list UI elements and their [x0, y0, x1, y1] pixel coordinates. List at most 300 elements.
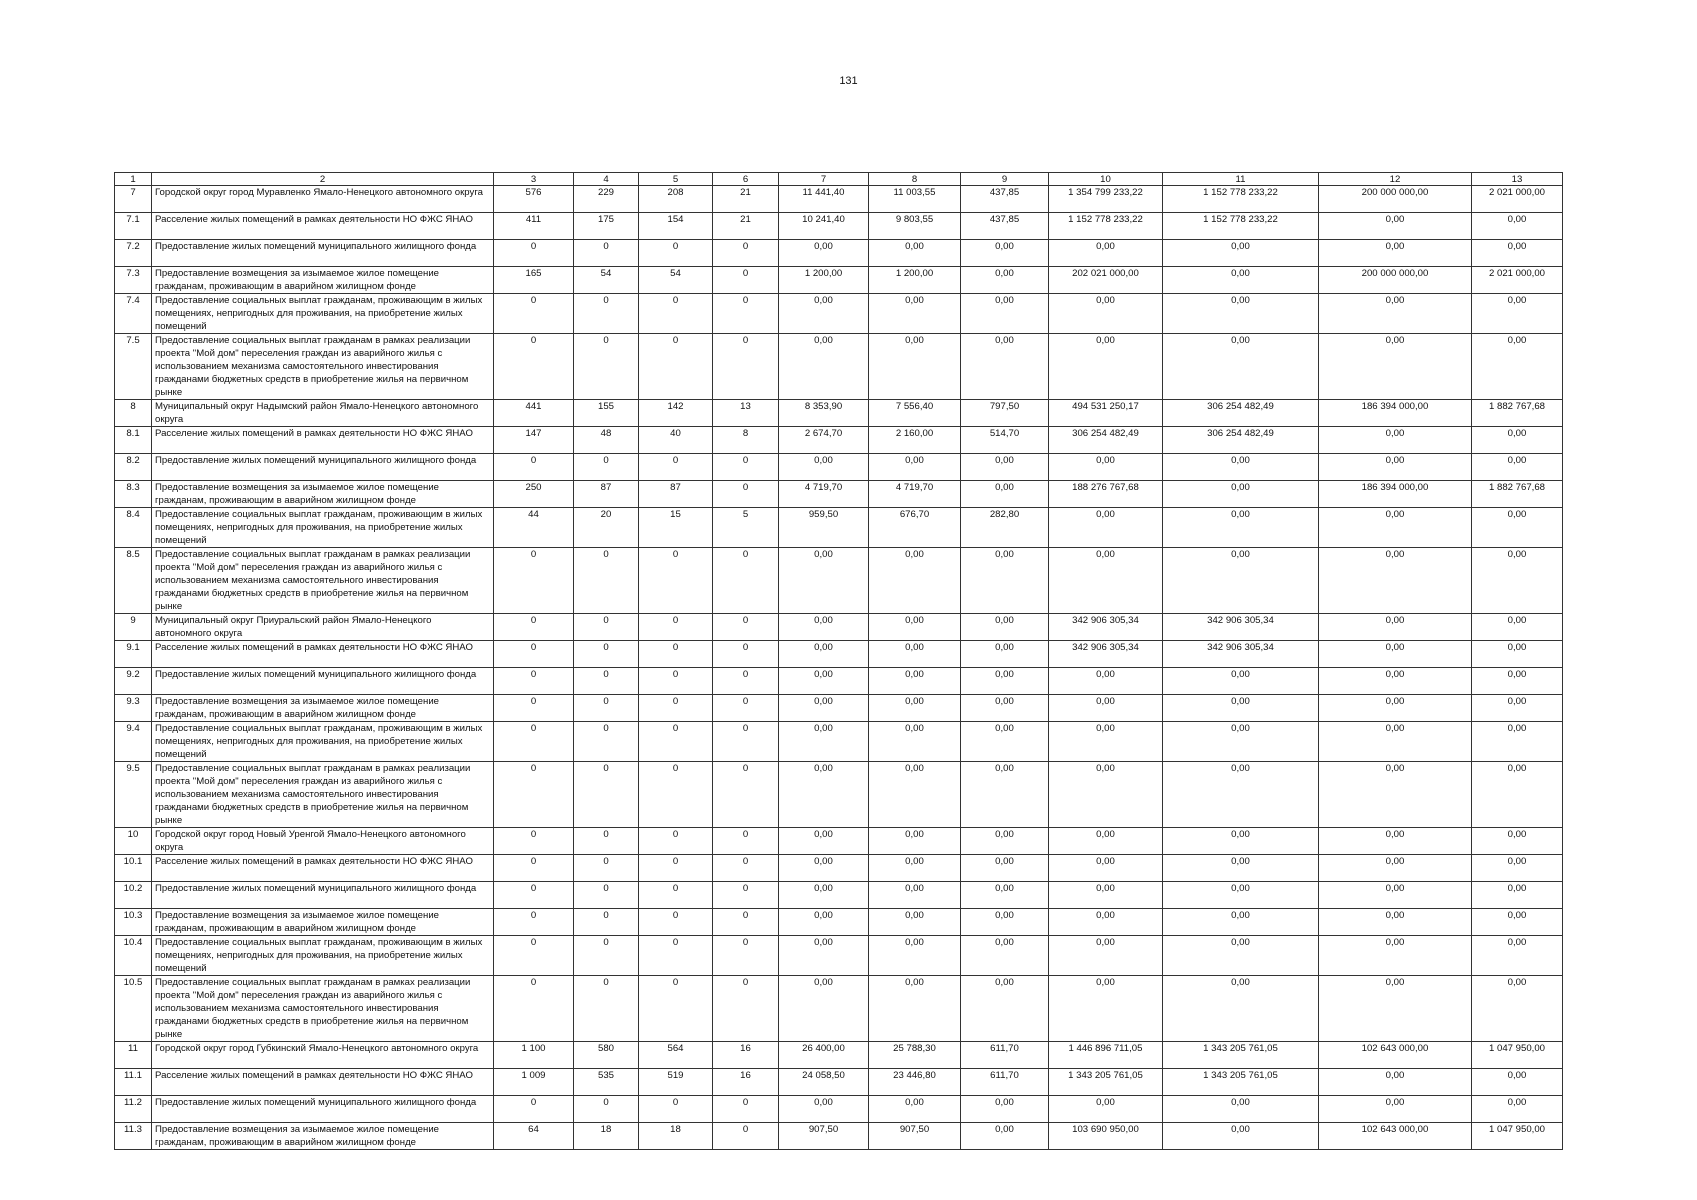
row-value-col-11: 0,00 — [1163, 240, 1319, 267]
row-index: 8.5 — [115, 548, 152, 614]
row-value-col-5: 15 — [639, 508, 713, 548]
row-value-col-3: 0 — [494, 614, 574, 641]
row-description: Расселение жилых помещений в рамках деятельности НО ФЖС ЯНАО — [152, 641, 494, 668]
row-value-col-3: 0 — [494, 695, 574, 722]
row-value-col-13: 0,00 — [1472, 641, 1563, 668]
table-row — [115, 186, 1563, 213]
row-value-col-10: 306 254 482,49 — [1049, 427, 1163, 454]
row-value-col-13: 1 047 950,00 — [1472, 1042, 1563, 1069]
row-value-col-7: 24 058,50 — [779, 1069, 869, 1096]
row-description: Предоставление жилых помещений муниципального жилищного фонда — [152, 1096, 494, 1123]
row-description: Расселение жилых помещений в рамках деятельности НО ФЖС ЯНАО — [152, 213, 494, 240]
row-index: 8 — [115, 400, 152, 427]
row-value-col-11: 306 254 482,49 — [1163, 427, 1319, 454]
table-row — [115, 668, 1563, 695]
row-value-col-11: 0,00 — [1163, 722, 1319, 762]
row-index: 10.5 — [115, 976, 152, 1042]
table-row — [115, 855, 1563, 882]
row-value-col-10: 0,00 — [1049, 882, 1163, 909]
row-value-col-7: 0,00 — [779, 334, 869, 400]
row-index: 8.4 — [115, 508, 152, 548]
row-value-col-11: 0,00 — [1163, 267, 1319, 294]
row-value-col-7: 4 719,70 — [779, 481, 869, 508]
row-description: Муниципальный округ Приуральский район Ямало-Ненецкого автономного округа — [152, 614, 494, 641]
row-value-col-7: 0,00 — [779, 641, 869, 668]
row-value-col-8: 0,00 — [869, 454, 961, 481]
row-value-col-13: 0,00 — [1472, 976, 1563, 1042]
row-value-col-6: 0 — [713, 454, 779, 481]
row-index: 9.5 — [115, 762, 152, 828]
row-value-col-9: 611,70 — [961, 1069, 1049, 1096]
row-value-col-7: 0,00 — [779, 855, 869, 882]
row-value-col-12: 0,00 — [1319, 427, 1472, 454]
row-value-col-3: 0 — [494, 641, 574, 668]
row-value-col-8: 0,00 — [869, 334, 961, 400]
row-value-col-8: 907,50 — [869, 1123, 961, 1150]
table-row — [115, 695, 1563, 722]
row-value-col-13: 0,00 — [1472, 508, 1563, 548]
table-row — [115, 267, 1563, 294]
row-value-col-11: 1 152 778 233,22 — [1163, 186, 1319, 213]
row-value-col-5: 208 — [639, 186, 713, 213]
row-value-col-3: 0 — [494, 240, 574, 267]
table-row — [115, 481, 1563, 508]
row-value-col-8: 0,00 — [869, 294, 961, 334]
row-value-col-5: 40 — [639, 427, 713, 454]
row-value-col-6: 0 — [713, 294, 779, 334]
row-value-col-4: 20 — [574, 508, 639, 548]
row-value-col-7: 0,00 — [779, 976, 869, 1042]
row-value-col-5: 18 — [639, 1123, 713, 1150]
row-value-col-6: 0 — [713, 762, 779, 828]
row-value-col-13: 1 882 767,68 — [1472, 481, 1563, 508]
table-row — [115, 240, 1563, 267]
row-value-col-6: 5 — [713, 508, 779, 548]
row-index: 9.2 — [115, 668, 152, 695]
row-value-col-4: 0 — [574, 722, 639, 762]
row-value-col-11: 342 906 305,34 — [1163, 614, 1319, 641]
row-value-col-3: 0 — [494, 294, 574, 334]
row-value-col-9: 0,00 — [961, 909, 1049, 936]
row-description: Расселение жилых помещений в рамках деятельности НО ФЖС ЯНАО — [152, 427, 494, 454]
row-value-col-13: 2 021 000,00 — [1472, 267, 1563, 294]
row-value-col-12: 102 643 000,00 — [1319, 1042, 1472, 1069]
row-value-col-11: 0,00 — [1163, 668, 1319, 695]
row-value-col-13: 0,00 — [1472, 695, 1563, 722]
row-index: 8.1 — [115, 427, 152, 454]
row-value-col-6: 0 — [713, 828, 779, 855]
row-value-col-7: 8 353,90 — [779, 400, 869, 427]
column-number-13: 13 — [1472, 173, 1563, 186]
row-value-col-5: 0 — [639, 882, 713, 909]
row-value-col-5: 0 — [639, 668, 713, 695]
row-value-col-4: 0 — [574, 695, 639, 722]
row-value-col-8: 0,00 — [869, 762, 961, 828]
row-index: 11.1 — [115, 1069, 152, 1096]
row-index: 10.3 — [115, 909, 152, 936]
row-value-col-9: 0,00 — [961, 722, 1049, 762]
row-value-col-8: 23 446,80 — [869, 1069, 961, 1096]
row-value-col-8: 7 556,40 — [869, 400, 961, 427]
row-value-col-6: 0 — [713, 614, 779, 641]
row-value-col-13: 0,00 — [1472, 1096, 1563, 1123]
table-row — [115, 762, 1563, 828]
row-value-col-8: 0,00 — [869, 614, 961, 641]
row-value-col-11: 1 343 205 761,05 — [1163, 1042, 1319, 1069]
row-value-col-12: 0,00 — [1319, 641, 1472, 668]
row-value-col-11: 0,00 — [1163, 762, 1319, 828]
row-description: Предоставление жилых помещений муниципального жилищного фонда — [152, 454, 494, 481]
column-number-4: 4 — [574, 173, 639, 186]
row-value-col-12: 0,00 — [1319, 334, 1472, 400]
row-value-col-9: 0,00 — [961, 267, 1049, 294]
row-value-col-7: 0,00 — [779, 909, 869, 936]
row-value-col-3: 0 — [494, 1096, 574, 1123]
row-value-col-12: 0,00 — [1319, 1069, 1472, 1096]
row-value-col-3: 165 — [494, 267, 574, 294]
row-value-col-4: 0 — [574, 668, 639, 695]
row-index: 9.1 — [115, 641, 152, 668]
table-header-row — [115, 173, 1563, 186]
row-value-col-10: 0,00 — [1049, 828, 1163, 855]
row-value-col-10: 0,00 — [1049, 722, 1163, 762]
row-index: 7 — [115, 186, 152, 213]
row-value-col-7: 0,00 — [779, 936, 869, 976]
row-value-col-10: 0,00 — [1049, 454, 1163, 481]
row-value-col-9: 0,00 — [961, 334, 1049, 400]
row-value-col-9: 0,00 — [961, 548, 1049, 614]
row-value-col-11: 0,00 — [1163, 294, 1319, 334]
row-value-col-13: 0,00 — [1472, 882, 1563, 909]
row-value-col-5: 0 — [639, 294, 713, 334]
column-number-5: 5 — [639, 173, 713, 186]
row-value-col-7: 0,00 — [779, 828, 869, 855]
row-value-col-11: 0,00 — [1163, 334, 1319, 400]
row-value-col-7: 2 674,70 — [779, 427, 869, 454]
row-value-col-12: 0,00 — [1319, 508, 1472, 548]
row-value-col-10: 202 021 000,00 — [1049, 267, 1163, 294]
row-value-col-11: 0,00 — [1163, 1123, 1319, 1150]
row-value-col-12: 0,00 — [1319, 828, 1472, 855]
table-row — [115, 1123, 1563, 1150]
table-row — [115, 828, 1563, 855]
row-value-col-7: 0,00 — [779, 1096, 869, 1123]
row-value-col-10: 0,00 — [1049, 294, 1163, 334]
row-index: 7.5 — [115, 334, 152, 400]
row-value-col-6: 0 — [713, 548, 779, 614]
row-value-col-3: 0 — [494, 909, 574, 936]
row-value-col-10: 494 531 250,17 — [1049, 400, 1163, 427]
column-number-3: 3 — [494, 173, 574, 186]
row-description: Расселение жилых помещений в рамках деятельности НО ФЖС ЯНАО — [152, 1069, 494, 1096]
row-value-col-8: 0,00 — [869, 668, 961, 695]
row-value-col-10: 0,00 — [1049, 909, 1163, 936]
row-value-col-11: 0,00 — [1163, 882, 1319, 909]
row-value-col-12: 0,00 — [1319, 855, 1472, 882]
row-index: 11.3 — [115, 1123, 152, 1150]
row-value-col-5: 0 — [639, 909, 713, 936]
row-value-col-5: 0 — [639, 641, 713, 668]
row-value-col-4: 0 — [574, 936, 639, 976]
row-value-col-5: 0 — [639, 614, 713, 641]
row-index: 10.2 — [115, 882, 152, 909]
row-value-col-5: 87 — [639, 481, 713, 508]
row-value-col-9: 514,70 — [961, 427, 1049, 454]
row-value-col-3: 0 — [494, 882, 574, 909]
row-value-col-13: 0,00 — [1472, 722, 1563, 762]
row-value-col-3: 0 — [494, 976, 574, 1042]
row-value-col-13: 0,00 — [1472, 213, 1563, 240]
row-value-col-6: 0 — [713, 909, 779, 936]
row-value-col-6: 0 — [713, 334, 779, 400]
row-description: Предоставление возмещения за изымаемое жилое помещение гражданам, проживающим в аварийном жилищном фонде — [152, 267, 494, 294]
row-value-col-9: 0,00 — [961, 294, 1049, 334]
row-value-col-8: 0,00 — [869, 695, 961, 722]
row-value-col-7: 26 400,00 — [779, 1042, 869, 1069]
row-value-col-5: 0 — [639, 722, 713, 762]
row-value-col-4: 0 — [574, 641, 639, 668]
row-value-col-10: 103 690 950,00 — [1049, 1123, 1163, 1150]
row-value-col-7: 10 241,40 — [779, 213, 869, 240]
row-description: Городской округ город Муравленко Ямало-Ненецкого автономного округа — [152, 186, 494, 213]
row-value-col-13: 1 882 767,68 — [1472, 400, 1563, 427]
row-description: Предоставление социальных выплат гражданам, проживающим в жилых помещениях, непригодных для проживания, на приобретение жилых помещений — [152, 508, 494, 548]
row-value-col-10: 0,00 — [1049, 334, 1163, 400]
row-value-col-5: 0 — [639, 1096, 713, 1123]
row-value-col-10: 1 354 799 233,22 — [1049, 186, 1163, 213]
table-row — [115, 614, 1563, 641]
row-description: Предоставление возмещения за изымаемое жилое помещение гражданам, проживающим в аварийном жилищном фонде — [152, 481, 494, 508]
row-value-col-9: 0,00 — [961, 936, 1049, 976]
column-number-10: 10 — [1049, 173, 1163, 186]
row-value-col-4: 0 — [574, 976, 639, 1042]
row-value-col-5: 564 — [639, 1042, 713, 1069]
row-index: 11 — [115, 1042, 152, 1069]
row-value-col-7: 0,00 — [779, 722, 869, 762]
row-value-col-3: 147 — [494, 427, 574, 454]
row-value-col-9: 797,50 — [961, 400, 1049, 427]
row-value-col-7: 0,00 — [779, 695, 869, 722]
row-value-col-9: 611,70 — [961, 1042, 1049, 1069]
row-value-col-9: 282,80 — [961, 508, 1049, 548]
row-index: 10.1 — [115, 855, 152, 882]
row-value-col-11: 0,00 — [1163, 695, 1319, 722]
row-value-col-5: 54 — [639, 267, 713, 294]
row-index: 11.2 — [115, 1096, 152, 1123]
row-value-col-4: 0 — [574, 454, 639, 481]
row-value-col-3: 0 — [494, 855, 574, 882]
table-row — [115, 936, 1563, 976]
row-value-col-4: 0 — [574, 294, 639, 334]
row-value-col-4: 0 — [574, 614, 639, 641]
row-value-col-13: 0,00 — [1472, 240, 1563, 267]
row-value-col-5: 0 — [639, 548, 713, 614]
row-value-col-9: 437,85 — [961, 213, 1049, 240]
row-value-col-3: 0 — [494, 334, 574, 400]
row-value-col-5: 0 — [639, 936, 713, 976]
row-value-col-5: 0 — [639, 334, 713, 400]
row-value-col-7: 959,50 — [779, 508, 869, 548]
row-value-col-12: 0,00 — [1319, 240, 1472, 267]
row-value-col-11: 0,00 — [1163, 828, 1319, 855]
row-value-col-13: 0,00 — [1472, 614, 1563, 641]
row-value-col-8: 0,00 — [869, 909, 961, 936]
row-value-col-13: 0,00 — [1472, 855, 1563, 882]
row-value-col-7: 0,00 — [779, 240, 869, 267]
row-value-col-7: 0,00 — [779, 762, 869, 828]
row-value-col-11: 0,00 — [1163, 508, 1319, 548]
column-number-8: 8 — [869, 173, 961, 186]
row-value-col-9: 0,00 — [961, 1123, 1049, 1150]
row-value-col-4: 0 — [574, 855, 639, 882]
row-value-col-8: 0,00 — [869, 882, 961, 909]
row-value-col-6: 21 — [713, 186, 779, 213]
row-value-col-6: 0 — [713, 722, 779, 762]
row-value-col-8: 0,00 — [869, 722, 961, 762]
row-value-col-13: 0,00 — [1472, 1069, 1563, 1096]
row-value-col-12: 0,00 — [1319, 976, 1472, 1042]
table-row — [115, 427, 1563, 454]
row-value-col-13: 0,00 — [1472, 334, 1563, 400]
row-value-col-4: 0 — [574, 1096, 639, 1123]
row-value-col-13: 1 047 950,00 — [1472, 1123, 1563, 1150]
row-value-col-12: 0,00 — [1319, 695, 1472, 722]
row-value-col-5: 0 — [639, 240, 713, 267]
table-row — [115, 454, 1563, 481]
row-value-col-11: 0,00 — [1163, 855, 1319, 882]
row-value-col-6: 8 — [713, 427, 779, 454]
row-value-col-10: 1 343 205 761,05 — [1049, 1069, 1163, 1096]
row-value-col-3: 44 — [494, 508, 574, 548]
row-value-col-10: 188 276 767,68 — [1049, 481, 1163, 508]
row-value-col-11: 0,00 — [1163, 481, 1319, 508]
row-description: Предоставление возмещения за изымаемое жилое помещение гражданам, проживающим в аварийном жилищном фонде — [152, 909, 494, 936]
row-value-col-10: 0,00 — [1049, 936, 1163, 976]
row-value-col-4: 175 — [574, 213, 639, 240]
row-value-col-3: 0 — [494, 762, 574, 828]
row-description: Расселение жилых помещений в рамках деятельности НО ФЖС ЯНАО — [152, 855, 494, 882]
table-row — [115, 976, 1563, 1042]
data-table — [114, 172, 1563, 1150]
row-value-col-5: 142 — [639, 400, 713, 427]
row-description: Муниципальный округ Надымский район Ямало-Ненецкого автономного округа — [152, 400, 494, 427]
row-value-col-6: 0 — [713, 1096, 779, 1123]
table-row — [115, 882, 1563, 909]
page-number: 131 — [839, 75, 858, 87]
table-row — [115, 1042, 1563, 1069]
row-value-col-5: 519 — [639, 1069, 713, 1096]
row-value-col-11: 0,00 — [1163, 909, 1319, 936]
row-value-col-7: 0,00 — [779, 882, 869, 909]
row-value-col-3: 576 — [494, 186, 574, 213]
row-index: 7.3 — [115, 267, 152, 294]
row-value-col-10: 0,00 — [1049, 855, 1163, 882]
row-value-col-6: 13 — [713, 400, 779, 427]
row-value-col-10: 0,00 — [1049, 548, 1163, 614]
row-value-col-12: 0,00 — [1319, 1096, 1472, 1123]
row-value-col-10: 0,00 — [1049, 762, 1163, 828]
row-value-col-6: 16 — [713, 1042, 779, 1069]
row-value-col-10: 1 152 778 233,22 — [1049, 213, 1163, 240]
row-value-col-8: 1 200,00 — [869, 267, 961, 294]
row-value-col-6: 0 — [713, 695, 779, 722]
row-value-col-12: 0,00 — [1319, 454, 1472, 481]
row-value-col-8: 2 160,00 — [869, 427, 961, 454]
table-row — [115, 909, 1563, 936]
row-description: Предоставление социальных выплат гражданам, проживающим в жилых помещениях, непригодных для проживания, на приобретение жилых помещений — [152, 936, 494, 976]
table-row — [115, 1069, 1563, 1096]
row-value-col-6: 0 — [713, 1123, 779, 1150]
row-value-col-4: 0 — [574, 548, 639, 614]
row-value-col-4: 535 — [574, 1069, 639, 1096]
row-value-col-9: 0,00 — [961, 1096, 1049, 1123]
row-value-col-11: 342 906 305,34 — [1163, 641, 1319, 668]
row-value-col-8: 4 719,70 — [869, 481, 961, 508]
row-value-col-5: 0 — [639, 695, 713, 722]
row-value-col-11: 0,00 — [1163, 548, 1319, 614]
row-value-col-12: 0,00 — [1319, 762, 1472, 828]
row-value-col-13: 2 021 000,00 — [1472, 186, 1563, 213]
column-number-2: 2 — [152, 173, 494, 186]
row-value-col-4: 0 — [574, 762, 639, 828]
row-value-col-13: 0,00 — [1472, 828, 1563, 855]
row-value-col-3: 0 — [494, 668, 574, 695]
row-value-col-7: 0,00 — [779, 548, 869, 614]
row-index: 10.4 — [115, 936, 152, 976]
row-value-col-6: 0 — [713, 855, 779, 882]
row-value-col-8: 0,00 — [869, 828, 961, 855]
row-value-col-13: 0,00 — [1472, 294, 1563, 334]
row-value-col-9: 0,00 — [961, 695, 1049, 722]
table-row — [115, 334, 1563, 400]
row-value-col-3: 0 — [494, 936, 574, 976]
row-value-col-8: 676,70 — [869, 508, 961, 548]
row-description: Предоставление социальных выплат гражданам в рамках реализации проекта "Мой дом" переселения граждан из аварийного жилья с использованием механизма самостоятельного инвестирования гражданами бюджетных средств в приобретение жилья на первичном рынке — [152, 548, 494, 614]
row-value-col-13: 0,00 — [1472, 936, 1563, 976]
row-value-col-9: 0,00 — [961, 668, 1049, 695]
row-value-col-10: 342 906 305,34 — [1049, 614, 1163, 641]
row-value-col-9: 0,00 — [961, 454, 1049, 481]
row-value-col-9: 0,00 — [961, 641, 1049, 668]
row-value-col-3: 64 — [494, 1123, 574, 1150]
column-number-7: 7 — [779, 173, 869, 186]
column-number-11: 11 — [1163, 173, 1319, 186]
row-value-col-12: 200 000 000,00 — [1319, 186, 1472, 213]
row-value-col-12: 0,00 — [1319, 294, 1472, 334]
table-body — [115, 173, 1563, 1150]
table-row — [115, 722, 1563, 762]
row-value-col-8: 25 788,30 — [869, 1042, 961, 1069]
row-value-col-10: 0,00 — [1049, 240, 1163, 267]
row-description: Предоставление социальных выплат гражданам в рамках реализации проекта "Мой дом" переселения граждан из аварийного жилья с использованием механизма самостоятельного инвестирования гражданами бюджетных средств в приобретение жилья на первичном рынке — [152, 762, 494, 828]
row-value-col-6: 0 — [713, 882, 779, 909]
row-value-col-10: 0,00 — [1049, 1096, 1163, 1123]
row-value-col-9: 437,85 — [961, 186, 1049, 213]
row-value-col-11: 0,00 — [1163, 1096, 1319, 1123]
row-value-col-9: 0,00 — [961, 240, 1049, 267]
row-value-col-9: 0,00 — [961, 481, 1049, 508]
row-value-col-4: 18 — [574, 1123, 639, 1150]
row-description: Предоставление жилых помещений муниципального жилищного фонда — [152, 240, 494, 267]
row-description: Предоставление жилых помещений муниципального жилищного фонда — [152, 668, 494, 695]
row-value-col-5: 0 — [639, 762, 713, 828]
row-description: Предоставление социальных выплат гражданам, проживающим в жилых помещениях, непригодных для проживания, на приобретение жилых помещений — [152, 294, 494, 334]
row-value-col-4: 0 — [574, 882, 639, 909]
row-value-col-8: 0,00 — [869, 936, 961, 976]
row-value-col-3: 1 100 — [494, 1042, 574, 1069]
row-description: Предоставление социальных выплат гражданам в рамках реализации проекта "Мой дом" переселения граждан из аварийного жилья с использованием механизма самостоятельного инвестирования гражданами бюджетных средств в приобретение жилья на первичном рынке — [152, 334, 494, 400]
row-description: Предоставление жилых помещений муниципального жилищного фонда — [152, 882, 494, 909]
